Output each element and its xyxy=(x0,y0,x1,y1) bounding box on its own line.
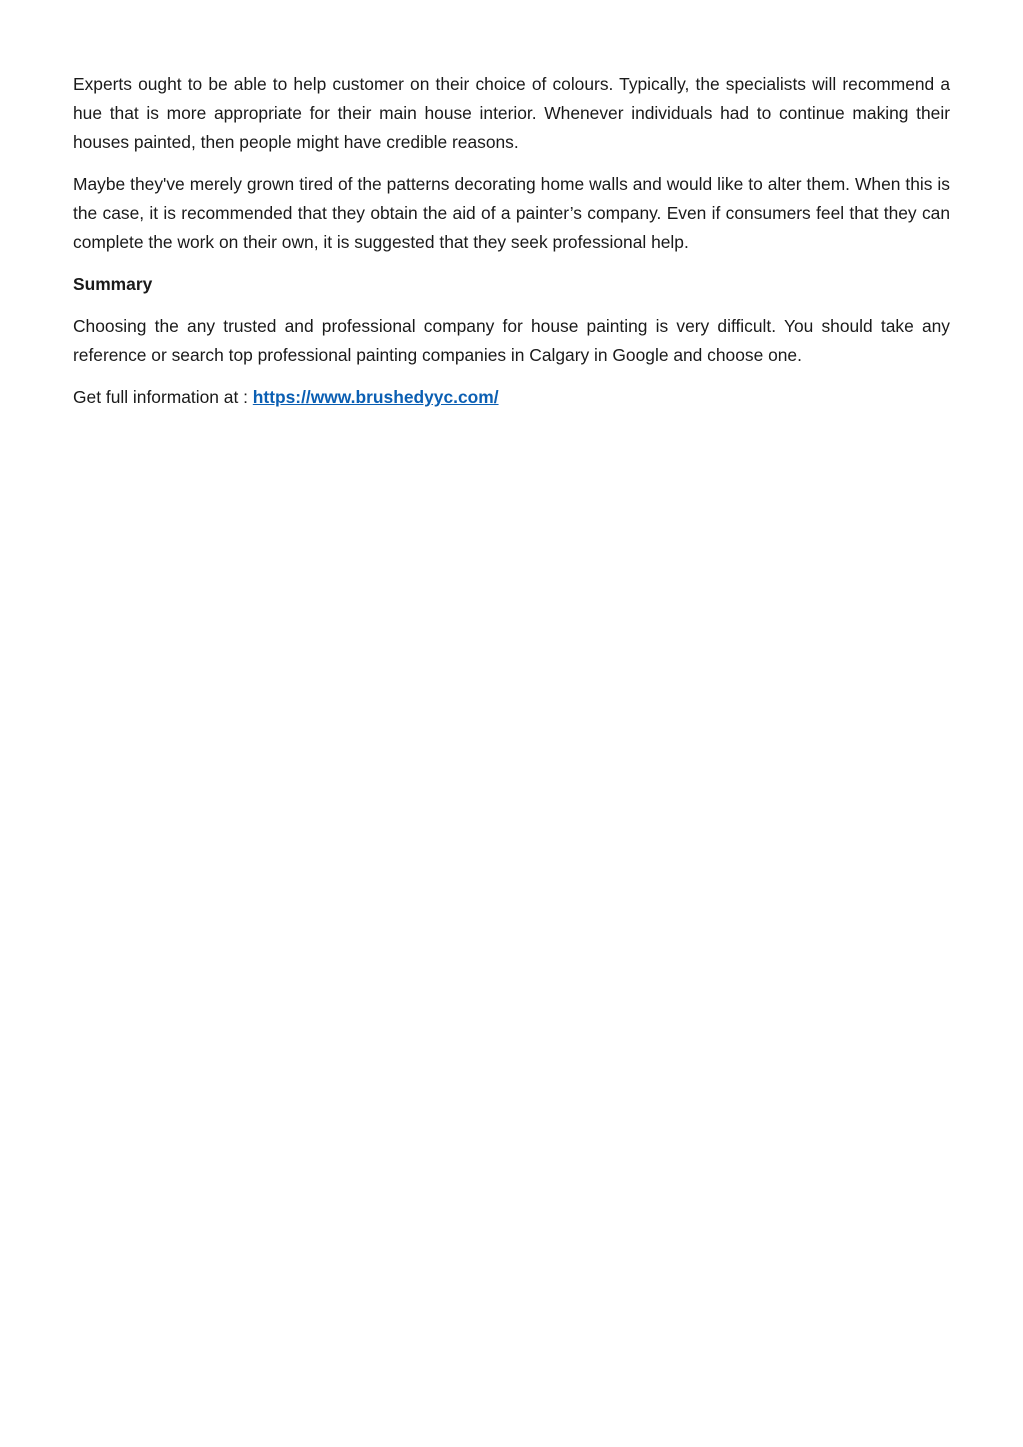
summary-heading: Summary xyxy=(73,274,153,294)
paragraph-professional-help: Maybe they've merely grown tired of the patterns decorating home walls and would like to alter them. When this is the case, it is recommended that they obtain the aid of a painter’s company. Even if consumers feel that they can complete the work on their own, it is suggested that they seek professional help. xyxy=(73,174,950,252)
document-page xyxy=(73,70,950,425)
info-line xyxy=(73,383,950,412)
website-link[interactable]: https://www.brushedyyc.com/ xyxy=(252,387,499,407)
summary-paragraph: Choosing the any trusted and professional company for house painting is very difficult. You should take any reference or search top professional painting companies in Calgary in Google and choose one. xyxy=(73,316,950,365)
paragraph-colour-advice: Experts ought to be able to help customer on their choice of colours. Typically, the specialists will recommend a hue that is more appropriate for their main house interior. Whenever individuals had to continue making their houses painted, then people might have credible reasons. xyxy=(73,74,950,152)
info-prefix: Get full information at : xyxy=(73,387,253,407)
